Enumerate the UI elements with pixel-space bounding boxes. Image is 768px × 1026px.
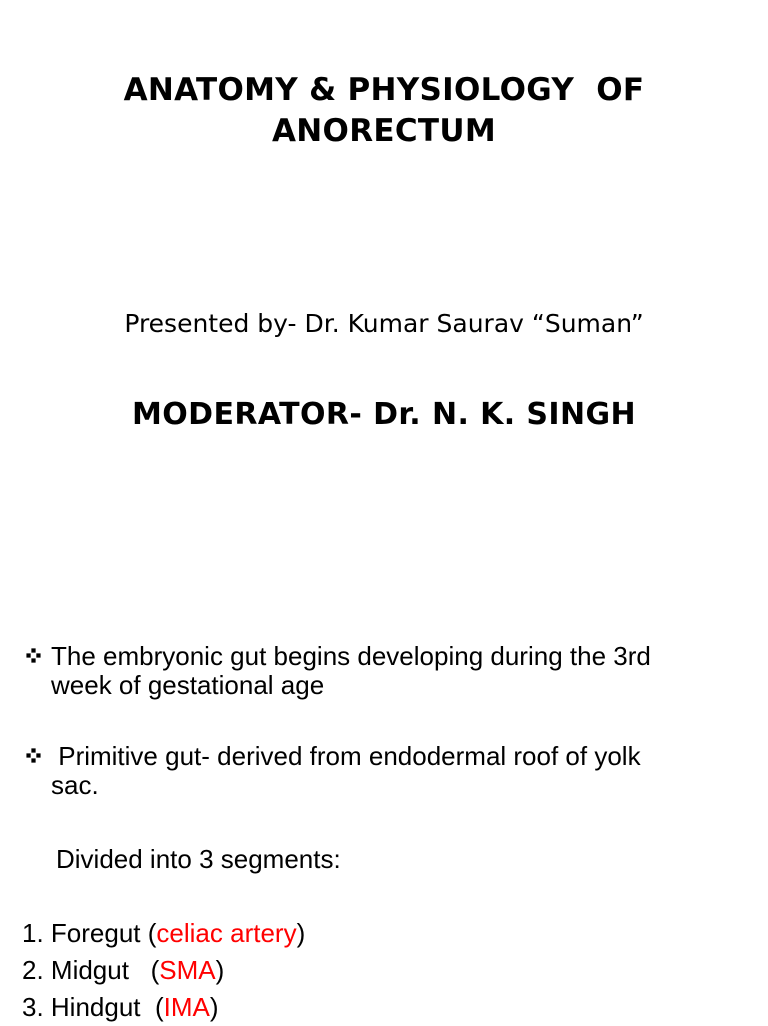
segment-suffix: ) — [296, 918, 306, 948]
segment-item-midgut — [22, 952, 305, 989]
segment-label: 1. Foregut ( — [22, 918, 157, 948]
bullet-text-line: The embryonic gut begins developing during the 3rd — [51, 641, 651, 671]
bullet-item — [22, 642, 752, 700]
artery-name: SMA — [159, 955, 216, 985]
segment-suffix: ) — [215, 955, 225, 985]
artery-name: IMA — [163, 992, 210, 1022]
diamond-bullet-icon — [22, 644, 48, 670]
bullet-item — [22, 742, 752, 800]
moderator-line: MODERATOR- Dr. N. K. SINGH — [131, 397, 636, 432]
content-slide — [0, 512, 768, 1024]
diamond-bullet-icon — [22, 744, 48, 770]
slide-title — [40, 70, 728, 152]
artery-name: celiac artery — [156, 918, 297, 948]
segment-item-foregut — [22, 915, 305, 952]
presenter-line: Presented by- Dr. Kumar Saurav “Suman” — [124, 309, 644, 338]
segment-suffix: ) — [209, 992, 219, 1022]
segment-list — [22, 915, 305, 1026]
bullet-text-line: sac. — [51, 770, 99, 800]
segment-item-hindgut — [22, 989, 305, 1026]
bullet-text-line: week of gestational age — [51, 670, 325, 700]
slide-title-line-1: ANATOMY & PHYSIOLOGY OF — [123, 72, 645, 108]
segments-intro: Divided into 3 segments: — [56, 844, 341, 874]
segment-label: 2. Midgut ( — [22, 955, 160, 985]
title-slide — [0, 0, 768, 512]
segment-label: 3. Hindgut ( — [22, 992, 164, 1022]
slide-title-line-2: ANORECTUM — [272, 113, 496, 149]
bullet-text-line: Primitive gut- derived from endodermal roof of yolk — [51, 741, 641, 771]
